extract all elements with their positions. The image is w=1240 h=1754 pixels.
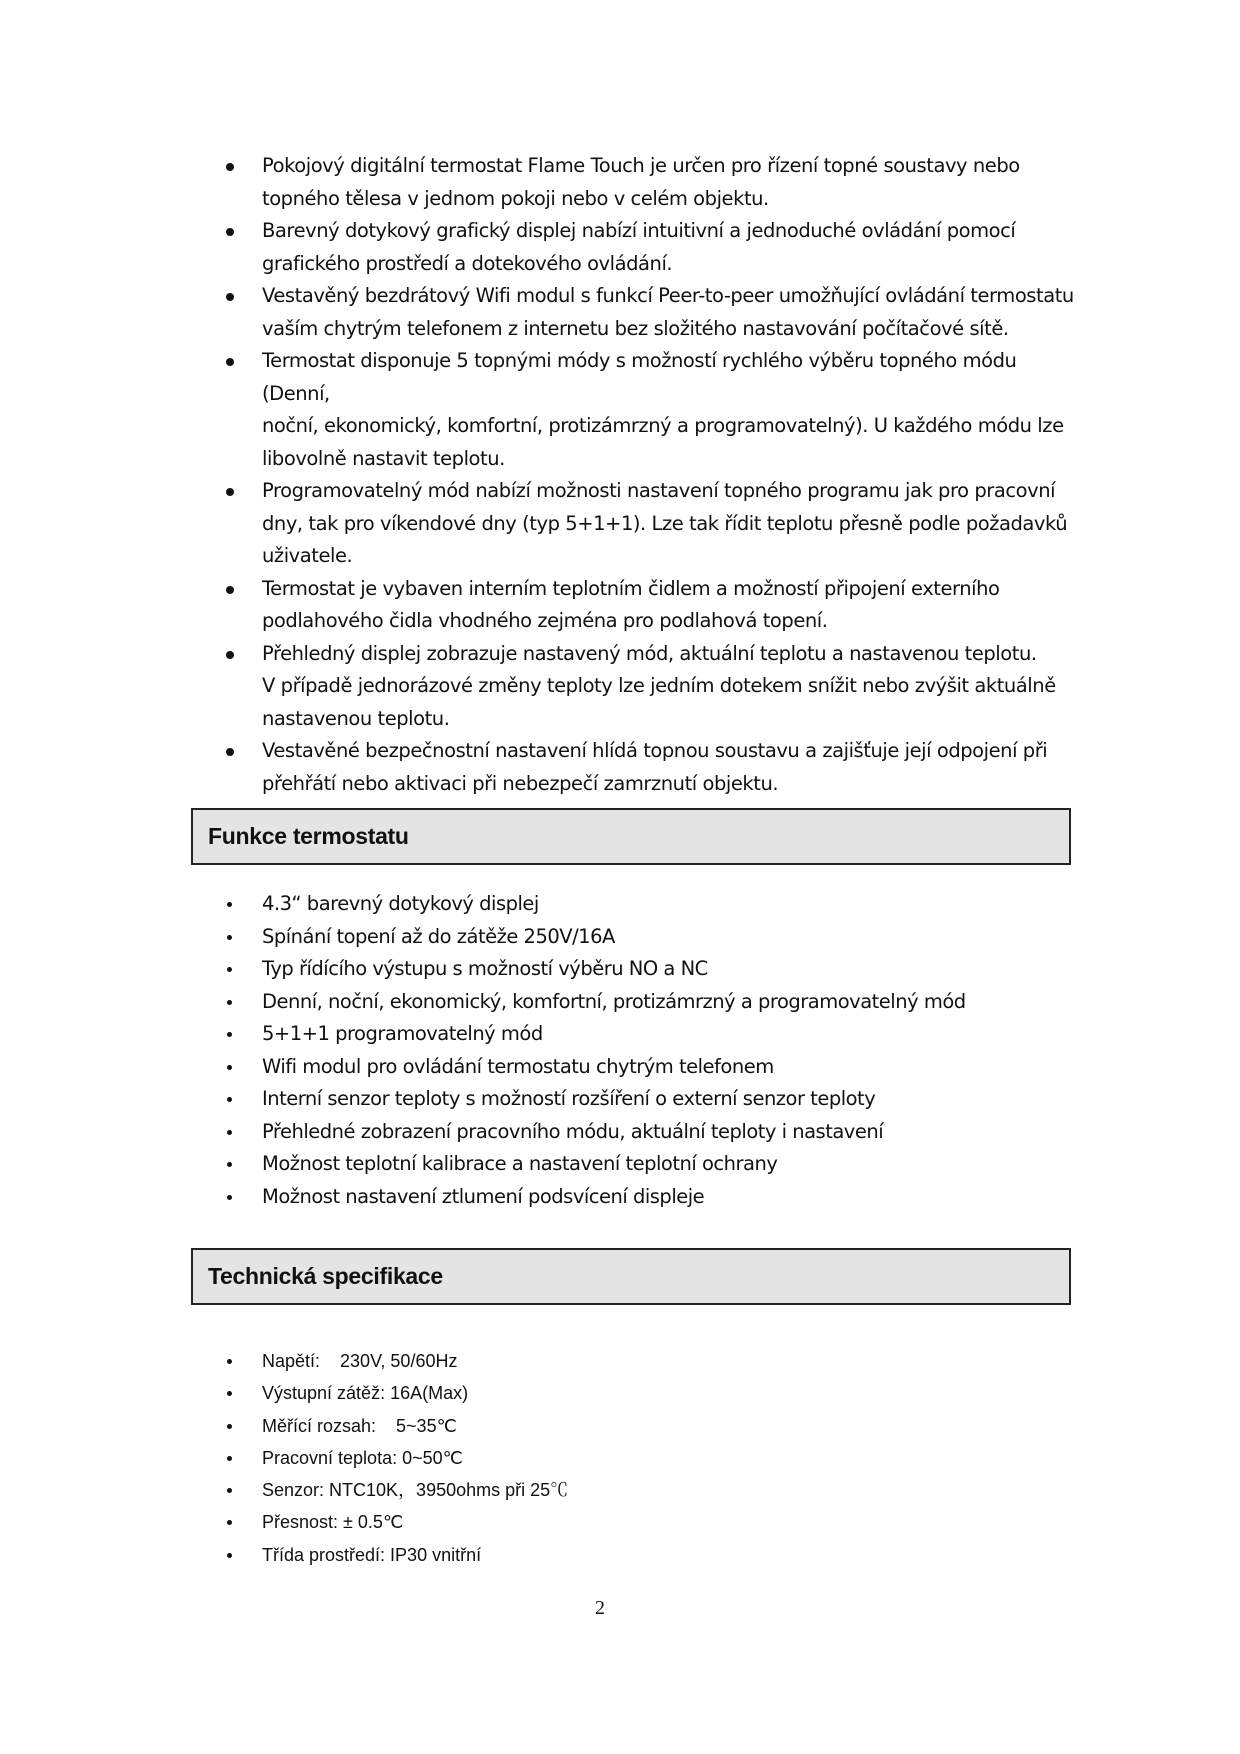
list-item-text: Přesnost: ± 0.5℃: [262, 1512, 404, 1533]
list-item: [222, 953, 966, 986]
intro-bullet-list: [222, 150, 1082, 800]
list-item-text: Pracovní teplota: 0~50℃: [262, 1447, 463, 1468]
list-item-text: Třída prostředí: IP30 vnitřní: [262, 1544, 482, 1565]
list-item-text: Výstupní zátěž: 16A(Max): [262, 1383, 469, 1404]
list-item-text-line: uživatele.: [262, 544, 353, 567]
bullet-icon: [226, 748, 234, 756]
list-item-text-line: Vestavěný bezdrátový Wifi modul s funkcí Peer-to-peer umožňující ovládání termostatu: [262, 284, 1074, 307]
list-item-text: Senzor: NTC10K，3950ohms při 25℃: [262, 1480, 569, 1501]
list-item-text: 4.3“ barevný dotykový displej: [262, 892, 539, 915]
bullet-icon: [226, 163, 234, 171]
section-header-technicka-specifikace: [191, 1248, 1071, 1305]
list-item: [222, 1051, 966, 1084]
section-title: Funkce termostatu: [208, 823, 409, 849]
list-item: [222, 986, 966, 1019]
list-item: [222, 921, 966, 954]
bullet-icon: [227, 1065, 232, 1070]
bullet-icon: [227, 1000, 232, 1005]
list-item-text-line: Vestavěné bezpečnostní nastavení hlídá topnou soustavu a zajišťuje její odpojení při: [262, 739, 1048, 762]
list-item: [222, 638, 1082, 736]
bullet-icon: [226, 488, 234, 496]
list-item-text-line: vaším chytrým telefonem z internetu bez složitého nastavování počítačové sítě.: [262, 316, 1009, 340]
list-item-text: Denní, noční, ekonomický, komfortní, protizámrzný a programovatelný mód: [262, 989, 966, 1013]
list-item-text: Spínání topení až do zátěže 250V/16A: [262, 924, 615, 948]
section-title: Technická specifikace: [208, 1263, 443, 1289]
list-item: [222, 1083, 966, 1116]
list-item: [222, 345, 1082, 475]
bullet-icon: [227, 1097, 232, 1102]
list-item: [222, 150, 1082, 215]
list-item-text: Interní senzor teploty s možností rozšíření o externí senzor teploty: [262, 1087, 876, 1110]
list-item-text: Měřící rozsah: 5~35℃: [262, 1415, 457, 1436]
list-item: [222, 1377, 568, 1409]
list-item: [222, 1410, 568, 1442]
list-item: [222, 1539, 568, 1571]
list-item-text-line: Pokojový digitální termostat Flame Touch je určen pro řízení topné soustavy nebo: [262, 154, 1020, 177]
list-item: [222, 888, 966, 921]
list-item: [222, 475, 1082, 573]
bullet-icon: [227, 1391, 232, 1396]
list-item: [222, 1345, 568, 1377]
list-item: [222, 1018, 966, 1051]
list-item-text-line: Barevný dotykový grafický displej nabízí intuitivní a jednoduché ovládání pomocí: [262, 219, 1016, 242]
list-item-text-line: Programovatelný mód nabízí možnosti nastavení topného programu jak pro pracovní: [262, 479, 1056, 502]
bullet-icon: [227, 1488, 232, 1493]
list-item: [222, 1181, 966, 1214]
specifications-bullet-list: [222, 1345, 568, 1571]
bullet-icon: [226, 293, 234, 301]
bullet-icon: [226, 228, 234, 236]
bullet-icon: [227, 1130, 232, 1135]
bullet-icon: [227, 935, 232, 940]
page-number: 2: [595, 1597, 605, 1619]
bullet-icon: [227, 902, 232, 907]
bullet-icon: [226, 358, 234, 366]
list-item: [222, 735, 1082, 800]
list-item-text-line: noční, ekonomický, komfortní, protizámrzný a programovatelný). U každého módu lze: [262, 414, 1064, 437]
bullet-icon: [227, 1456, 232, 1461]
list-item-text: Napětí: 230V, 50/60Hz: [262, 1351, 458, 1371]
list-item: [222, 1116, 966, 1149]
list-item-text-line: V případě jednorázové změny teploty lze jedním dotekem snížit nebo zvýšit aktuálně: [262, 674, 1056, 697]
list-item-text-line: Přehledný displej zobrazuje nastavený mód, aktuální teplotu a nastavenou teplotu.: [262, 641, 1037, 665]
bullet-icon: [227, 1162, 232, 1167]
bullet-icon: [227, 1195, 232, 1200]
list-item-text-line: nastavenou teplotu.: [262, 706, 450, 730]
list-item-text: Možnost teplotní kalibrace a nastavení teplotní ochrany: [262, 1152, 778, 1175]
list-item: [222, 1442, 568, 1474]
list-item: [222, 1148, 966, 1181]
bullet-icon: [226, 586, 234, 594]
list-item-text-line: Termostat je vybaven interním teplotním čidlem a možností připojení externího: [262, 576, 1000, 600]
list-item-text-line: Termostat disponuje 5 topnými módy s možností rychlého výběru topného módu (Denní,: [262, 349, 1017, 405]
list-item: [222, 280, 1082, 345]
bullet-icon: [227, 1520, 232, 1525]
list-item-text-line: topného tělesa v jednom pokoji nebo v celém objektu.: [262, 186, 769, 210]
features-bullet-list: [222, 888, 966, 1213]
list-item-text: Přehledné zobrazení pracovního módu, aktuální teploty i nastavení: [262, 1119, 884, 1143]
list-item: [222, 1506, 568, 1538]
bullet-icon: [226, 651, 234, 659]
bullet-icon: [227, 1359, 232, 1364]
list-item: [222, 215, 1082, 280]
list-item-text: Wifi modul pro ovládání termostatu chytrým telefonem: [262, 1054, 774, 1078]
bullet-icon: [227, 967, 232, 972]
section-header-funkce: [191, 808, 1071, 865]
bullet-icon: [227, 1032, 232, 1037]
bullet-icon: [227, 1553, 232, 1558]
list-item-text-line: dny, tak pro víkendové dny (typ 5+1+1). Lze tak řídit teplotu přesně podle požadavků: [262, 511, 1068, 535]
bullet-icon: [227, 1424, 232, 1429]
list-item: [222, 573, 1082, 638]
list-item-text: Možnost nastavení ztlumení podsvícení displeje: [262, 1184, 705, 1208]
list-item-text-line: libovolně nastavit teplotu.: [262, 446, 505, 470]
list-item-text-line: grafického prostředí a dotekového ovládání.: [262, 251, 673, 275]
list-item: [222, 1474, 568, 1506]
list-item-text-line: přehřátí nebo aktivaci při nebezpečí zamrznutí objektu.: [262, 771, 779, 795]
list-item-text: Typ řídícího výstupu s možností výběru NO a NC: [262, 957, 708, 980]
list-item-text: 5+1+1 programovatelný mód: [262, 1022, 543, 1045]
list-item-text-line: podlahového čidla vhodného zejména pro podlahová topení.: [262, 609, 828, 632]
